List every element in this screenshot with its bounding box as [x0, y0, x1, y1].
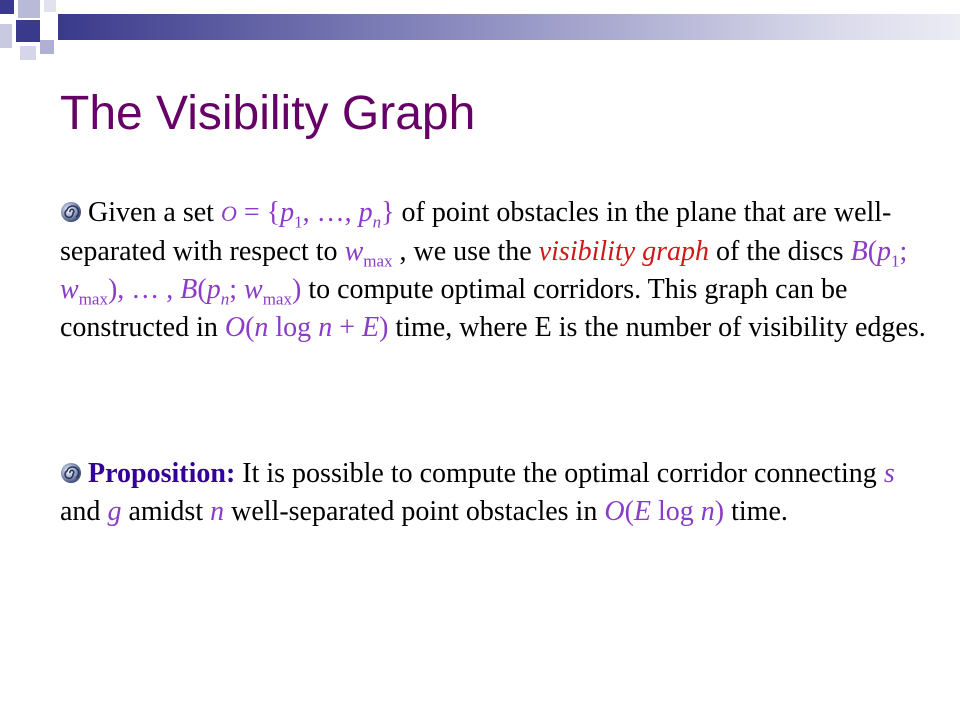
text-run: n: [220, 289, 230, 309]
text-run: p: [280, 197, 295, 228]
text-run: B: [180, 274, 198, 305]
text-run: w: [244, 274, 263, 305]
text-run: p: [206, 274, 221, 305]
text-run: w: [344, 236, 364, 267]
text-run: , we use the: [392, 236, 539, 267]
decor-square-4: [16, 20, 40, 42]
proposition-label: Proposition:: [88, 458, 236, 489]
decor-square-6: [20, 46, 36, 60]
text-run: +: [332, 312, 362, 343]
text-run: (: [624, 496, 634, 527]
text-run: max: [78, 289, 108, 309]
swirl-bullet-icon: [60, 201, 82, 223]
text-run: (: [867, 236, 878, 267]
swirl-bullet-icon: [60, 462, 82, 484]
text-run: p: [358, 197, 373, 228]
text-run: O: [220, 201, 237, 226]
text-run: O: [224, 312, 246, 343]
text-run: }: [381, 197, 395, 228]
text-run: ): [714, 496, 725, 527]
text-run: n: [372, 212, 382, 232]
paragraph-1: [60, 194, 930, 347]
text-run: log: [268, 312, 319, 343]
text-run: 1: [891, 251, 900, 271]
text-run: E: [633, 496, 651, 527]
text-run: log: [651, 496, 701, 527]
text-run: ),: [107, 274, 125, 305]
visibility-graph-term: visibility graph: [538, 236, 710, 267]
text-run: ): [379, 312, 389, 343]
text-run: p: [877, 236, 892, 267]
text-run: s: [883, 458, 895, 489]
text-run: It is possible to compute the optimal corridor connecting: [235, 458, 884, 489]
text-run: Given a set: [88, 197, 214, 228]
text-run: E: [361, 312, 380, 343]
text-run: to compute optimal corridors. This graph can be constructed in: [60, 274, 848, 343]
text-run: n: [318, 312, 333, 343]
slide-title: The Visibility Graph: [60, 87, 476, 140]
text-run: n: [210, 496, 225, 527]
text-run: n: [700, 496, 715, 527]
text-run: ): [291, 274, 302, 305]
text-run: well-separated point obstacles in: [224, 496, 605, 527]
decor-square-2: [18, 0, 40, 18]
text-run: n: [254, 312, 269, 343]
decor-square-3: [44, 0, 56, 12]
header-gradient-bar: [58, 14, 960, 40]
text-run: , …,: [302, 197, 359, 228]
decor-square-5: [0, 24, 12, 48]
decor-square-1: [0, 0, 14, 14]
text-run: w: [60, 274, 79, 305]
text-run: of point obstacles in the plane that are well-separated with respect to: [60, 197, 892, 267]
text-run: ;: [229, 274, 245, 305]
text-run: max: [363, 251, 393, 271]
text-run: time, where E is the number of visibility edges.: [388, 312, 926, 343]
text-run: O: [604, 496, 625, 527]
text-run: of the discs: [709, 236, 851, 267]
paragraph-2: [60, 455, 930, 531]
text-run: … ,: [124, 274, 181, 305]
text-run: ;: [899, 236, 908, 267]
text-run: and: [60, 496, 108, 527]
text-run: B: [850, 236, 868, 267]
text-run: = {: [236, 197, 281, 228]
text-run: (: [245, 312, 255, 343]
text-run: g: [107, 496, 122, 527]
text-run: (: [197, 274, 207, 305]
text-run: max: [262, 289, 292, 309]
decor-square-7: [40, 40, 54, 54]
text-run: 1: [294, 212, 303, 232]
text-run: amidst: [121, 496, 211, 527]
text-run: time.: [724, 496, 788, 527]
